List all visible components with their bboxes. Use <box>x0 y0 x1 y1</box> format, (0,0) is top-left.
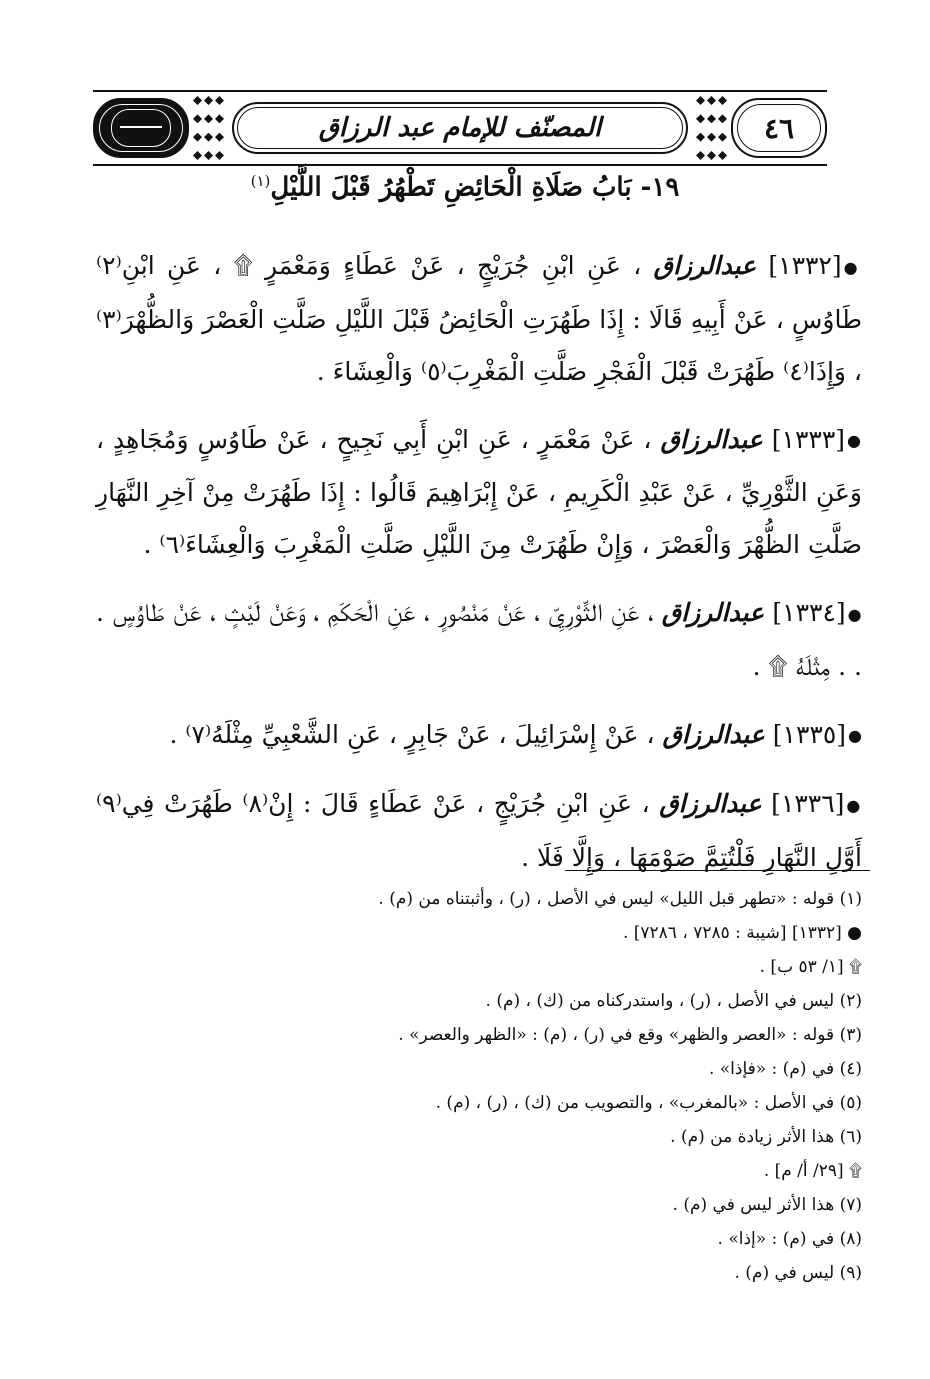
narration-author: عبدالرزاق <box>660 424 763 454</box>
narration-text: ، عَنِ ابْنِ جُرَيْجٍ ، عَنْ عَطَاءٍ قَالَ : إِنْ⁽٨⁾ طَهُرَتْ فِي⁽٩⁾ أَوَّلِ النَّهَارِ فَلْتُتِمَّ صَوْمَهَا ، وَإِلَّا فَلَا . <box>96 789 862 872</box>
narration-text: ، عَنِ الثَّوْرِيِّ ، عَنْ مَنْصُورٍ ، عَنِ الْحَكَمِ ، وَعَنْ لَيْثٍ ، عَنْ طَاوُسٍ . . . مِثْلَهُ ۩ . <box>96 598 862 681</box>
footnote: (٩) ليس في (م) . <box>734 1263 862 1283</box>
footnote: (٣) قوله : «العصر والظهر» وقع في (ر) ، (م) : «الظهر والعصر» . <box>398 1025 862 1045</box>
narration-author: عبدالرزاق <box>662 719 765 749</box>
footnote: ۩ [١/ ٥٣ ب] . <box>759 957 862 977</box>
bullet-icon: ● <box>847 431 862 450</box>
narration-ref: [١٣٣٣] <box>771 424 846 454</box>
bullet-icon: ● <box>843 257 862 277</box>
chapter-note-marker: (١) <box>250 172 271 190</box>
page-header <box>93 90 827 166</box>
narration-text: ، عَنِ ابْنِ جُرَيْجٍ ، عَنْ عَطَاءٍ وَمَعْمَرٍ ۩ ، عَنِ ابْنِ⁽٢⁾ طَاوُسٍ ، عَنْ أَبِيهِ قَالَا : إِذَا طَهُرَتِ الْحَائِضُ قَبْلَ اللَّيْلِ صَلَّتِ الْعَصْرَ وَالظُّهْرَ⁽٣⁾ ، وَإِذَا⁽٤⁾ طَهُرَتْ قَبْلَ الْفَجْرِ صَلَّتِ الْمَغْرِبَ⁽٥⁾ وَالْعِشَاءَ . <box>96 251 862 386</box>
narration-text: ، عَنْ مَعْمَرٍ ، عَنِ ابْنِ أَبِي نَجِيحٍ ، عَنْ طَاوُسٍ وَمُجَاهِدٍ ، وَعَنِ الثَّوْرِيِّ ، عَنْ عَبْدِ الْكَرِيمِ ، عَنْ إِبْرَاهِيمَ قَالُوا : إِذَا طَهُرَتْ مِنْ آخِرِ النَّهَارِ صَلَّتِ الظُّهْرَ وَالْعَصْرَ ، وَإِنْ طَهُرَتْ مِنَ اللَّيْلِ صَلَّتِ الْمَغْرِبَ وَالْعِشَاءَ⁽٦⁾ . <box>96 424 862 559</box>
page-number-medallion <box>731 98 827 158</box>
chapter-number: ١٩- <box>640 172 680 203</box>
narration-ref: [١٣٣٢] <box>768 251 842 280</box>
right-ornament <box>696 96 727 160</box>
footnote: (٨) في (م) : «إذا» . <box>717 1229 862 1249</box>
bullet-icon: ● <box>847 604 862 624</box>
footnote: (١) قوله : «تطهر قبل الليل» ليس في الأصل ، (ر) ، وأثبتناه من (م) . <box>378 889 862 909</box>
narration-ref: [١٣٣٤] <box>772 598 846 627</box>
running-title: المصنّف للإمام عبد الرزاق <box>318 113 602 143</box>
chapter-heading <box>60 172 870 214</box>
narration-author: عبدالرزاق <box>653 251 757 280</box>
footnote: (٧) هذا الأثر ليس في (م) . <box>672 1195 862 1215</box>
footnote: ● [١٣٣٢] [شيبة : ٧٢٨٥ ، ٧٢٨٦] . <box>622 923 862 943</box>
main-text <box>96 240 862 900</box>
narration <box>96 414 862 572</box>
footnote: (٤) في (م) : «فإذا» . <box>708 1059 862 1079</box>
footnote: ۩ [٢٩/ أ/ م] . <box>763 1161 862 1181</box>
footnote: (٦) هذا الأثر زيادة من (م) . <box>670 1127 862 1147</box>
book-logo-medallion <box>93 98 189 158</box>
narration <box>96 709 862 763</box>
book-logo-icon <box>111 109 171 147</box>
bullet-icon: ● <box>846 795 862 815</box>
narration-text: ، عَنْ إِسْرَائِيلَ ، عَنْ جَابِرٍ ، عَنِ الشَّعْبِيِّ مِثْلَهُ⁽٧⁾ . <box>169 719 655 749</box>
narration-ref: [١٣٣٦] <box>771 789 845 818</box>
page-number: ٤٦ <box>763 111 795 145</box>
footnote: (٥) في الأصل : «بالمغرب» ، والتصويب من (ك) ، (ر) ، (م) . <box>435 1093 862 1113</box>
narration <box>96 240 862 398</box>
left-ornament <box>193 96 224 160</box>
footnote-divider <box>565 870 870 871</box>
running-title-frame <box>232 102 688 154</box>
narration <box>96 778 862 884</box>
narration <box>96 587 862 693</box>
bullet-icon: ● <box>848 726 862 745</box>
narration-ref: [١٣٣٥] <box>772 719 847 749</box>
narration-author: عبدالرزاق <box>659 789 762 818</box>
chapter-title: بَابُ صَلَاةِ الْحَائِضِ تَطْهُرُ قَبْلَ اللَّيْلِ <box>270 172 632 203</box>
narration-author: عبدالرزاق <box>661 598 765 627</box>
footnote: (٢) ليس في الأصل ، (ر) ، واستدركناه من (ك) ، (م) . <box>485 991 862 1011</box>
footnotes <box>96 882 862 1290</box>
